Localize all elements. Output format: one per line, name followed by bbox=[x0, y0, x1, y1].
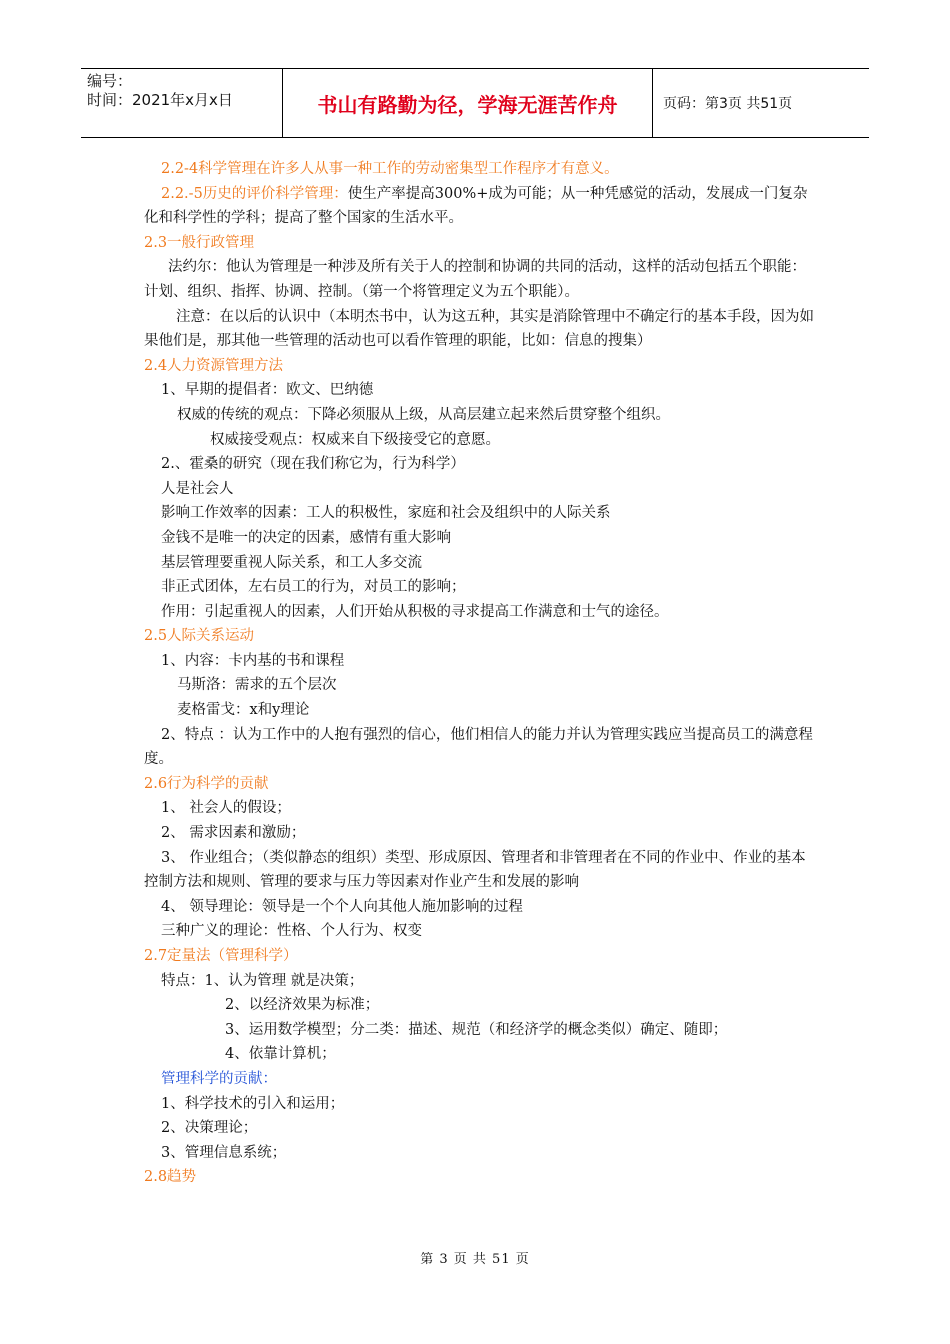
line-text: 1、 社会人的假设； bbox=[161, 800, 291, 817]
line-text: 2.7定量法（管理科学） bbox=[144, 948, 298, 964]
body-line bbox=[144, 649, 814, 674]
line-text: 权威接受观点：权威来自下级接受它的意愿。 bbox=[210, 431, 500, 448]
body-line bbox=[144, 1092, 814, 1117]
line-text: 2.4人力资源管理方法 bbox=[144, 357, 284, 374]
line-text: 1、科学技术的引入和运用； bbox=[161, 1095, 345, 1112]
section-heading bbox=[144, 231, 814, 256]
body-line bbox=[144, 403, 814, 428]
line-text: 管理科学的贡献： bbox=[161, 1070, 277, 1087]
line-text: 注意：在以后的认识中（本明杰书中，认为这五种，其实是消除管理中不确定行的基本手段，因为如果他们是，那其他一些管理的活动也可以看作管理的职能，比如：信息的搜集） bbox=[144, 308, 814, 350]
document-body bbox=[144, 157, 814, 1190]
body-line bbox=[144, 255, 814, 304]
section-heading bbox=[144, 1165, 814, 1190]
header-motto: 书山有路勤为径，学海无涯苦作舟 bbox=[283, 69, 653, 137]
line-text: 2.2.-5历史的评价科学管理： bbox=[161, 185, 348, 202]
line-text: 2.3一般行政管理 bbox=[144, 234, 255, 251]
line-text: 2、特点 ：认为工作中的人抱有强烈的信心，他们相信人的能力并认为管理实践应当提高员工的满意程度。 bbox=[144, 726, 813, 768]
body-line bbox=[144, 378, 814, 403]
body-line bbox=[144, 428, 814, 453]
line-text: 2、决策理论； bbox=[161, 1120, 258, 1137]
section-heading bbox=[144, 944, 814, 969]
body-line bbox=[144, 1042, 814, 1067]
line-text: 1、内容：卡内基的书和课程 bbox=[161, 652, 345, 669]
line-text: 2.5人际关系运动 bbox=[144, 628, 255, 645]
section-heading bbox=[144, 182, 814, 231]
line-text: 金钱不是唯一的决定的因素，感情有重大影响 bbox=[161, 529, 451, 546]
section-heading bbox=[144, 157, 814, 182]
line-text: 4、 领导理论：领导是一个个人向其他人施加影响的过程 bbox=[161, 898, 523, 915]
line-text: 法约尔：他认为管理是一种涉及所有关于人的控制和协调的共同的活动，这样的活动包括五个职能：计划、组织、指挥、协调、控制。（第一个将管理定义为五个职能）。 bbox=[144, 259, 806, 300]
section-heading bbox=[144, 772, 814, 797]
line-text: 人是社会人 bbox=[161, 480, 234, 497]
section-heading bbox=[144, 354, 814, 379]
line-text: 2.、霍桑的研究（现在我们称它为，行为科学） bbox=[161, 456, 465, 473]
line-text: 权威的传统的观点：下降必须服从上级，从高层建立起来然后贯穿整个组织。 bbox=[177, 406, 670, 423]
body-line bbox=[144, 575, 814, 600]
body-line bbox=[144, 477, 814, 502]
line-text: 特点：1、认为管理 就是决策； bbox=[161, 972, 364, 989]
body-line bbox=[144, 673, 814, 698]
line-text: 2、以经济效果为标准； bbox=[225, 997, 380, 1014]
line-text: 麦格雷戈：x和y理论 bbox=[177, 702, 310, 719]
body-line bbox=[144, 821, 814, 846]
subsection-heading bbox=[144, 1067, 814, 1092]
line-text: 非正式团体，左右员工的行为，对员工的影响； bbox=[161, 579, 466, 596]
line-text-continued: 使生产率提高300%+成为可能；从一种凭感觉的活动，发展成一门复杂化和科学性的学科；提高了整个国家的生活水平。 bbox=[144, 185, 808, 227]
header-meta bbox=[81, 69, 283, 137]
body-line bbox=[144, 600, 814, 625]
body-line bbox=[144, 993, 814, 1018]
body-line bbox=[144, 526, 814, 551]
body-line bbox=[144, 501, 814, 526]
line-text: 马斯洛：需求的五个层次 bbox=[177, 677, 337, 694]
line-text: 3、管理信息系统； bbox=[161, 1144, 287, 1161]
line-text: 三种广义的理论：性格、个人行为、权变 bbox=[161, 923, 422, 940]
line-text: 3、 作业组合；（类似静态的组织）类型、形成原因、管理者和非管理者在不同的作业中、作业的基本控制方法和规则、管理的要求与压力等因素对作业产生和发展的影响 bbox=[144, 849, 806, 891]
body-line bbox=[144, 1018, 814, 1043]
header-page-info: 页码：第3页 共51页 bbox=[663, 96, 793, 112]
body-line bbox=[144, 723, 814, 772]
line-text: 1、早期的提倡者：欧文、巴纳德 bbox=[161, 382, 374, 399]
body-line bbox=[144, 969, 814, 994]
line-text: 基层管理要重视人际关系，和工人多交流 bbox=[161, 554, 422, 571]
line-text: 2.6行为科学的贡献 bbox=[144, 775, 269, 792]
body-line bbox=[144, 895, 814, 920]
document-number: 编号： bbox=[87, 72, 133, 90]
body-line bbox=[144, 305, 814, 354]
line-text: 2、 需求因素和激励； bbox=[161, 825, 306, 842]
line-text: 3、运用数学模型；分二类：描述、规范（和经济学的概念类似）确定、随即； bbox=[225, 1021, 728, 1038]
document-time: 时间：2021年x月x日 bbox=[87, 91, 233, 109]
line-text: 影响工作效率的因素：工人的积极性，家庭和社会及组织中的人际关系 bbox=[161, 505, 611, 522]
body-line bbox=[144, 1116, 814, 1141]
body-line bbox=[144, 846, 814, 895]
body-line bbox=[144, 796, 814, 821]
section-heading bbox=[144, 624, 814, 649]
body-line bbox=[144, 698, 814, 723]
line-text: 作用：引起重视人的因素，人们开始从积极的寻求提高工作满意和士气的途径。 bbox=[161, 603, 669, 620]
line-text: 4、依靠计算机； bbox=[225, 1046, 336, 1063]
body-line bbox=[144, 1141, 814, 1166]
page-footer: 第 3 页 共 51 页 bbox=[420, 1252, 530, 1267]
line-text: 2.8趋势 bbox=[144, 1169, 197, 1186]
body-line bbox=[144, 919, 814, 944]
page-header bbox=[81, 68, 869, 138]
line-text: 2.2-4科学管理在许多人从事一种工作的劳动密集型工作程序才有意义。 bbox=[161, 161, 619, 177]
body-line bbox=[144, 551, 814, 576]
body-line bbox=[144, 452, 814, 477]
